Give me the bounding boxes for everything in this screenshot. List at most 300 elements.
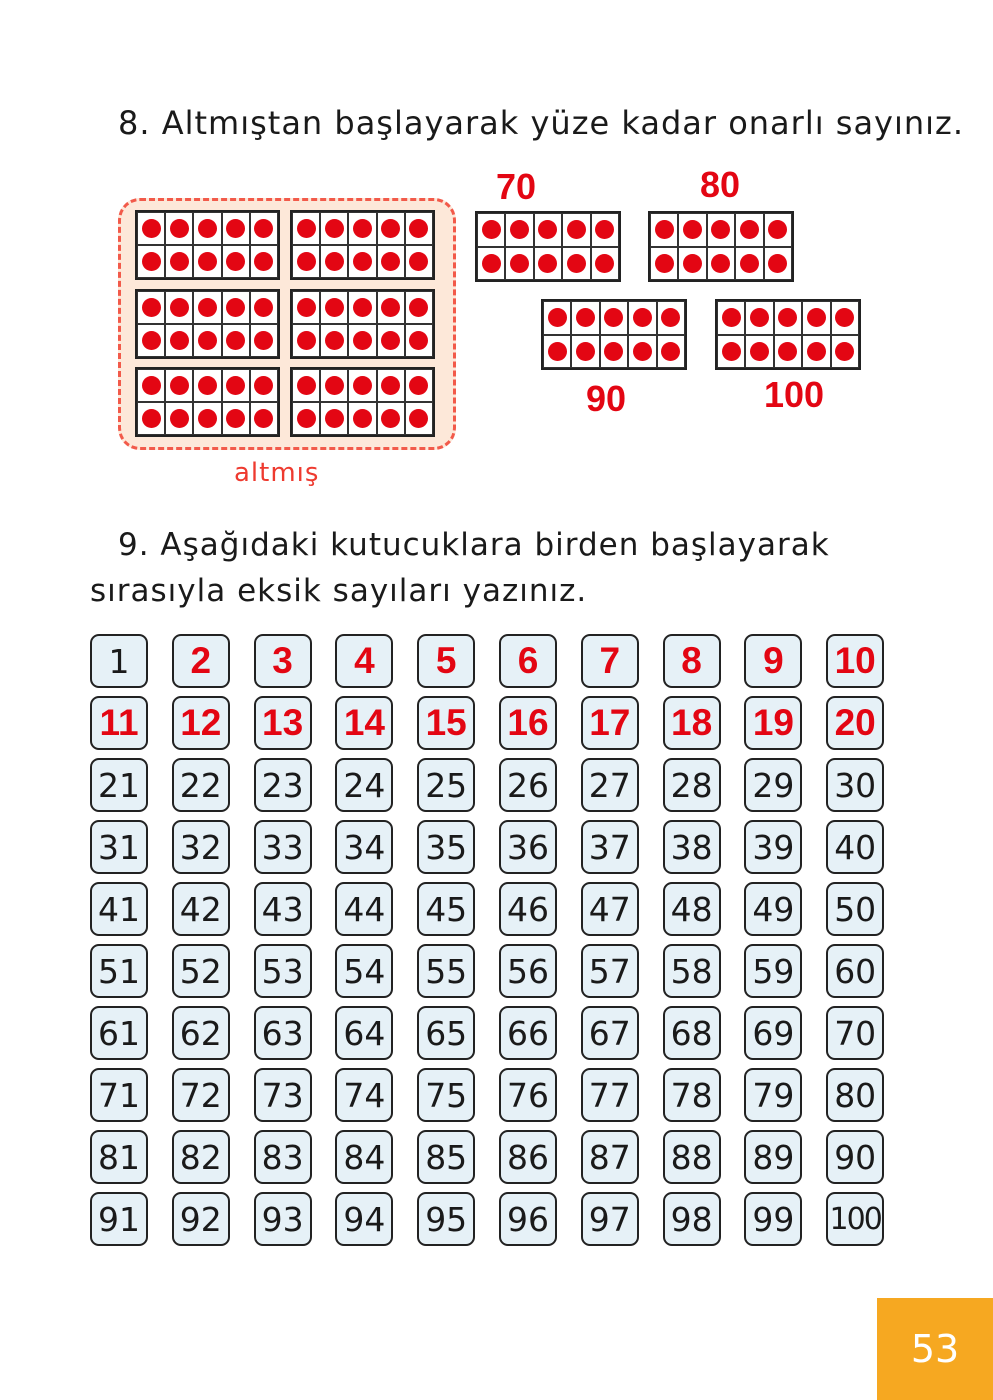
number-box: 100 (826, 1192, 884, 1246)
red-dot (722, 342, 741, 361)
frame-cell (320, 291, 348, 324)
number-box: 92 (172, 1192, 230, 1246)
red-dot (548, 342, 567, 361)
number-grid (90, 634, 890, 1248)
red-dot (722, 308, 741, 327)
frame-cell (193, 402, 221, 435)
red-dot (768, 254, 787, 273)
number-box: 31 (90, 820, 148, 874)
number-box: 58 (663, 944, 721, 998)
red-dot (409, 376, 428, 395)
number-box: 52 (172, 944, 230, 998)
red-dot (325, 298, 344, 317)
red-dot (567, 254, 586, 273)
frame-cell (320, 324, 348, 357)
frame-cell (571, 335, 599, 369)
ten-frame-group-5 (135, 367, 280, 437)
frame-cell (764, 213, 792, 247)
number-box: 34 (335, 820, 393, 874)
number-box: 96 (499, 1192, 557, 1246)
number-box: 36 (499, 820, 557, 874)
number-box-filled: 17 (581, 696, 639, 750)
frame-cell (250, 369, 278, 402)
frame-cell (717, 301, 745, 335)
red-dot (576, 308, 595, 327)
number-box-filled: 12 (172, 696, 230, 750)
number-box-filled: 6 (499, 634, 557, 688)
red-dot (510, 254, 529, 273)
frame-cell (678, 247, 706, 281)
red-dot (711, 220, 730, 239)
number-box: 94 (335, 1192, 393, 1246)
red-dot (297, 252, 316, 271)
number-box: 51 (90, 944, 148, 998)
number-box-filled: 9 (744, 634, 802, 688)
red-dot (683, 220, 702, 239)
red-dot (254, 298, 273, 317)
frame-cell (764, 247, 792, 281)
frame-cell (591, 247, 619, 281)
ten-frame-70 (475, 211, 621, 282)
ten-frame-group-4 (290, 289, 435, 359)
red-dot (409, 252, 428, 271)
number-box: 24 (335, 758, 393, 812)
frame-cell (802, 301, 830, 335)
number-box: 56 (499, 944, 557, 998)
frame-cell (250, 245, 278, 278)
frame-cell (137, 212, 165, 245)
red-dot (381, 331, 400, 350)
frame-cell (707, 247, 735, 281)
red-dot (170, 219, 189, 238)
red-dot (604, 308, 623, 327)
frame-cell (320, 245, 348, 278)
red-dot (325, 252, 344, 271)
number-box: 59 (744, 944, 802, 998)
red-dot (226, 252, 245, 271)
red-dot (381, 409, 400, 428)
number-box: 50 (826, 882, 884, 936)
number-box: 61 (90, 1006, 148, 1060)
red-dot (353, 219, 372, 238)
number-box: 62 (172, 1006, 230, 1060)
red-dot (353, 252, 372, 271)
number-box: 95 (417, 1192, 475, 1246)
red-dot (353, 298, 372, 317)
number-box-filled: 19 (744, 696, 802, 750)
red-dot (170, 298, 189, 317)
frame-cell (292, 369, 320, 402)
frame-cell (600, 335, 628, 369)
red-dot (325, 331, 344, 350)
frame-cell (678, 213, 706, 247)
frame-cell (165, 324, 193, 357)
number-box: 25 (417, 758, 475, 812)
red-dot (226, 219, 245, 238)
number-box: 79 (744, 1068, 802, 1122)
red-dot (482, 254, 501, 273)
number-box: 87 (581, 1130, 639, 1184)
red-dot (750, 308, 769, 327)
number-box: 57 (581, 944, 639, 998)
frame-cell (137, 291, 165, 324)
frame-cell (377, 402, 405, 435)
red-dot (142, 376, 161, 395)
number-box: 90 (826, 1130, 884, 1184)
frame-cell (405, 291, 433, 324)
number-box: 85 (417, 1130, 475, 1184)
frame-label-80: 80 (700, 164, 741, 205)
number-box: 39 (744, 820, 802, 874)
number-box: 98 (663, 1192, 721, 1246)
frame-cell (193, 245, 221, 278)
red-dot (711, 254, 730, 273)
red-dot (254, 331, 273, 350)
frame-cell (222, 369, 250, 402)
frame-cell (377, 369, 405, 402)
red-dot (170, 252, 189, 271)
frame-cell (717, 335, 745, 369)
red-dot (254, 252, 273, 271)
red-dot (142, 252, 161, 271)
frame-cell (320, 369, 348, 402)
frame-cell (222, 291, 250, 324)
frame-cell (348, 245, 376, 278)
number-box-filled: 14 (335, 696, 393, 750)
red-dot (740, 220, 759, 239)
frame-cell (292, 212, 320, 245)
number-box: 28 (663, 758, 721, 812)
frame-cell (348, 324, 376, 357)
number-box: 69 (744, 1006, 802, 1060)
number-box-filled: 8 (663, 634, 721, 688)
frame-cell (348, 212, 376, 245)
red-dot (604, 342, 623, 361)
red-dot (198, 219, 217, 238)
ten-frame-group-3 (135, 289, 280, 359)
number-box: 35 (417, 820, 475, 874)
number-box: 68 (663, 1006, 721, 1060)
number-box: 73 (254, 1068, 312, 1122)
red-dot (807, 308, 826, 327)
frame-cell (348, 369, 376, 402)
frame-cell (628, 335, 656, 369)
red-dot (740, 254, 759, 273)
red-dot (142, 219, 161, 238)
frame-cell (745, 301, 773, 335)
number-box: 38 (663, 820, 721, 874)
number-box-filled: 20 (826, 696, 884, 750)
frame-cell (222, 245, 250, 278)
number-box: 71 (90, 1068, 148, 1122)
number-box: 53 (254, 944, 312, 998)
number-box: 47 (581, 882, 639, 936)
red-dot (353, 376, 372, 395)
red-dot (661, 308, 680, 327)
number-box: 67 (581, 1006, 639, 1060)
ten-frame-group-6 (290, 367, 435, 437)
number-box: 55 (417, 944, 475, 998)
number-box: 48 (663, 882, 721, 936)
red-dot (254, 409, 273, 428)
number-box: 32 (172, 820, 230, 874)
question-8-text: 8. Altmıştan başlayarak yüze kadar onarlı sayınız. (118, 104, 965, 142)
red-dot (297, 298, 316, 317)
frame-cell (802, 335, 830, 369)
frame-cell (165, 291, 193, 324)
red-dot (381, 298, 400, 317)
number-box: 29 (744, 758, 802, 812)
number-box-filled: 18 (663, 696, 721, 750)
frame-cell (477, 213, 505, 247)
number-box: 97 (581, 1192, 639, 1246)
number-box: 99 (744, 1192, 802, 1246)
frame-cell (320, 402, 348, 435)
frame-cell (250, 402, 278, 435)
number-box: 44 (335, 882, 393, 936)
number-box: 23 (254, 758, 312, 812)
ten-frame-80 (648, 211, 794, 282)
frame-cell (571, 301, 599, 335)
frame-cell (292, 245, 320, 278)
number-box: 30 (826, 758, 884, 812)
red-dot (778, 308, 797, 327)
ten-frame-group-1 (135, 210, 280, 280)
red-dot (835, 342, 854, 361)
red-dot (381, 252, 400, 271)
red-dot (297, 376, 316, 395)
red-dot (226, 376, 245, 395)
frame-cell (292, 324, 320, 357)
number-box: 77 (581, 1068, 639, 1122)
red-dot (482, 220, 501, 239)
red-dot (633, 342, 652, 361)
frame-cell (250, 324, 278, 357)
number-box-filled: 4 (335, 634, 393, 688)
ten-frame-100 (715, 299, 861, 370)
number-box-filled: 15 (417, 696, 475, 750)
frame-cell (543, 335, 571, 369)
number-box: 78 (663, 1068, 721, 1122)
frame-cell (735, 247, 763, 281)
frame-cell (628, 301, 656, 335)
red-dot (170, 409, 189, 428)
red-dot (576, 342, 595, 361)
red-dot (381, 219, 400, 238)
ten-frame-group-2 (290, 210, 435, 280)
number-box-filled: 3 (254, 634, 312, 688)
red-dot (198, 298, 217, 317)
number-box: 43 (254, 882, 312, 936)
red-dot (548, 308, 567, 327)
red-dot (807, 342, 826, 361)
number-box: 46 (499, 882, 557, 936)
number-box: 76 (499, 1068, 557, 1122)
frame-cell (250, 212, 278, 245)
frame-cell (650, 247, 678, 281)
red-dot (655, 220, 674, 239)
red-dot (661, 342, 680, 361)
frame-cell (222, 402, 250, 435)
frame-cell (222, 212, 250, 245)
frame-cell (534, 247, 562, 281)
red-dot (297, 409, 316, 428)
frame-cell (735, 213, 763, 247)
number-box: 63 (254, 1006, 312, 1060)
red-dot (538, 254, 557, 273)
number-box: 93 (254, 1192, 312, 1246)
number-box: 37 (581, 820, 639, 874)
number-box: 40 (826, 820, 884, 874)
ten-frame-90 (541, 299, 687, 370)
red-dot (538, 220, 557, 239)
red-dot (297, 219, 316, 238)
frame-cell (193, 324, 221, 357)
frame-cell (193, 369, 221, 402)
frame-cell (562, 213, 590, 247)
frame-cell (831, 301, 859, 335)
number-box: 49 (744, 882, 802, 936)
frame-cell (193, 212, 221, 245)
frame-cell (165, 212, 193, 245)
frame-cell (562, 247, 590, 281)
number-box: 26 (499, 758, 557, 812)
number-box-filled: 7 (581, 634, 639, 688)
frame-cell (774, 335, 802, 369)
number-box: 80 (826, 1068, 884, 1122)
red-dot (409, 298, 428, 317)
frame-label-70: 70 (496, 166, 537, 207)
frame-cell (292, 402, 320, 435)
number-box: 54 (335, 944, 393, 998)
red-dot (198, 331, 217, 350)
question-9-line-1: 9. Aşağıdaki kutucuklara birden başlayarak (118, 527, 830, 563)
number-box: 88 (663, 1130, 721, 1184)
frame-cell (657, 335, 685, 369)
red-dot (226, 331, 245, 350)
red-dot (142, 298, 161, 317)
frame-cell (165, 245, 193, 278)
number-box: 74 (335, 1068, 393, 1122)
frame-cell (600, 301, 628, 335)
number-box: 66 (499, 1006, 557, 1060)
red-dot (381, 376, 400, 395)
frame-cell (250, 291, 278, 324)
red-dot (226, 298, 245, 317)
number-box: 72 (172, 1068, 230, 1122)
frame-cell (477, 247, 505, 281)
number-box: 70 (826, 1006, 884, 1060)
frame-cell (137, 324, 165, 357)
frame-cell (377, 212, 405, 245)
number-box-filled: 10 (826, 634, 884, 688)
frame-cell (405, 369, 433, 402)
red-dot (595, 254, 614, 273)
number-box: 45 (417, 882, 475, 936)
red-dot (409, 409, 428, 428)
red-dot (142, 331, 161, 350)
frame-cell (591, 213, 619, 247)
red-dot (170, 331, 189, 350)
number-box: 1 (90, 634, 148, 688)
frame-cell (165, 369, 193, 402)
frame-cell (745, 335, 773, 369)
number-box: 22 (172, 758, 230, 812)
frame-cell (405, 212, 433, 245)
frame-cell (405, 402, 433, 435)
number-box: 21 (90, 758, 148, 812)
frame-cell (137, 245, 165, 278)
number-box: 91 (90, 1192, 148, 1246)
red-dot (683, 254, 702, 273)
frame-label-90: 90 (586, 378, 627, 419)
number-box-filled: 13 (254, 696, 312, 750)
page-number: 53 (877, 1298, 993, 1400)
number-box: 75 (417, 1068, 475, 1122)
red-dot (633, 308, 652, 327)
red-dot (595, 220, 614, 239)
red-dot (198, 376, 217, 395)
frame-cell (320, 212, 348, 245)
red-dot (510, 220, 529, 239)
frame-cell (505, 213, 533, 247)
frame-label-100: 100 (764, 374, 825, 415)
frame-cell (377, 324, 405, 357)
red-dot (325, 376, 344, 395)
red-dot (170, 376, 189, 395)
red-dot (353, 409, 372, 428)
number-box: 86 (499, 1130, 557, 1184)
red-dot (226, 409, 245, 428)
frame-cell (534, 213, 562, 247)
frame-cell (405, 324, 433, 357)
red-dot (297, 331, 316, 350)
number-box: 41 (90, 882, 148, 936)
frame-cell (543, 301, 571, 335)
red-dot (409, 219, 428, 238)
frame-cell (377, 291, 405, 324)
frame-cell (650, 213, 678, 247)
frame-cell (505, 247, 533, 281)
number-box: 89 (744, 1130, 802, 1184)
frame-cell (348, 402, 376, 435)
frame-cell (137, 402, 165, 435)
red-dot (778, 342, 797, 361)
number-box-filled: 11 (90, 696, 148, 750)
red-dot (750, 342, 769, 361)
red-dot (198, 409, 217, 428)
number-box: 82 (172, 1130, 230, 1184)
red-dot (325, 409, 344, 428)
frame-cell (377, 245, 405, 278)
frame-cell (222, 324, 250, 357)
frame-cell (165, 402, 193, 435)
red-dot (567, 220, 586, 239)
red-dot (254, 219, 273, 238)
number-box: 64 (335, 1006, 393, 1060)
red-dot (142, 409, 161, 428)
frame-cell (193, 291, 221, 324)
red-dot (353, 331, 372, 350)
number-box-filled: 5 (417, 634, 475, 688)
red-dot (325, 219, 344, 238)
frame-cell (831, 335, 859, 369)
red-dot (768, 220, 787, 239)
number-box: 42 (172, 882, 230, 936)
red-dot (835, 308, 854, 327)
number-box-filled: 16 (499, 696, 557, 750)
frame-cell (405, 245, 433, 278)
